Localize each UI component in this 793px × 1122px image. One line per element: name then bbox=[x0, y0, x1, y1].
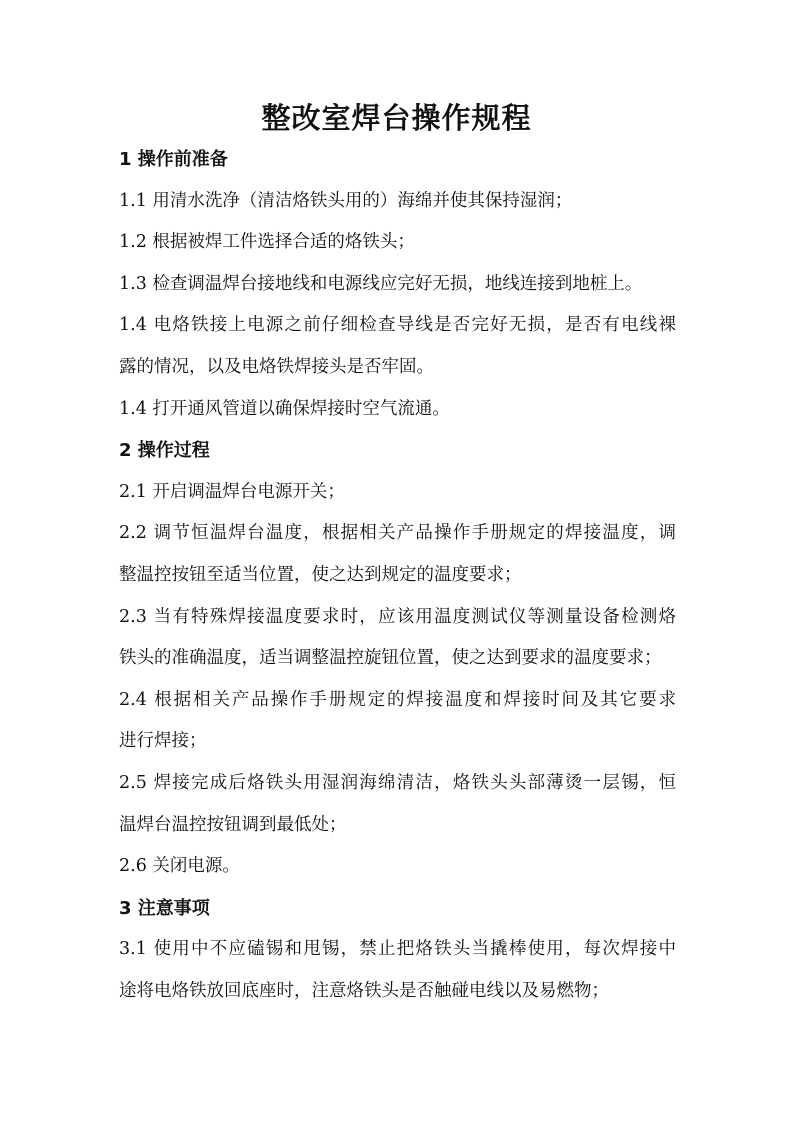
paragraph-line: 2.4 根据相关产品操作手册规定的焊接温度和焊接时间及其它要求 bbox=[119, 689, 676, 710]
paragraph-line: 1.2 根据被焊工件选择合适的烙铁头； bbox=[119, 232, 415, 253]
list-item bbox=[119, 513, 676, 596]
section-heading: 2 操作过程 bbox=[119, 440, 210, 462]
document-body bbox=[119, 139, 676, 1012]
document-title: 整改室焊台操作规程 bbox=[261, 101, 532, 135]
paragraph-line: 1.1 用清水洗净（清洁烙铁头用的）海绵并使其保持湿润； bbox=[119, 190, 573, 211]
list-item bbox=[119, 846, 676, 888]
list-item bbox=[119, 597, 676, 680]
section-heading: 1 操作前准备 bbox=[119, 149, 228, 170]
list-item bbox=[119, 305, 676, 388]
paragraph-line: 温焊台温控按钮调到最低处； bbox=[119, 814, 347, 835]
paragraph-line: 2.5 焊接完成后烙铁头用湿润海绵清洁，烙铁头头部薄烫一层锡，恒 bbox=[119, 772, 676, 793]
list-item bbox=[119, 222, 676, 264]
list-item bbox=[119, 472, 676, 514]
paragraph-line: 3.1 使用中不应磕锡和甩锡，禁止把烙铁头当撬棒使用，每次焊接中 bbox=[119, 939, 676, 960]
list-item bbox=[119, 680, 676, 763]
paragraph-line: 露的情况，以及电烙铁焊接头是否牢固。 bbox=[119, 356, 434, 377]
paragraph-line: 1.3 检查调温焊台接地线和电源线应完好无损，地线连接到地桩上。 bbox=[119, 273, 643, 294]
paragraph-line: 1.4 打开通风管道以确保焊接时空气流通。 bbox=[119, 398, 450, 419]
paragraph-line: 2.6 关闭电源。 bbox=[119, 856, 240, 877]
paragraph-line: 整温控按钮至适当位置，使之达到规定的温度要求； bbox=[119, 564, 522, 585]
paragraph-line: 2.2 调节恒温焊台温度，根据相关产品操作手册规定的焊接温度，调 bbox=[119, 523, 676, 544]
list-item bbox=[119, 389, 676, 431]
list-item bbox=[119, 264, 676, 306]
paragraph-line: 进行焊接； bbox=[119, 731, 207, 752]
paragraph-line: 2.3 当有特殊焊接温度要求时，应该用温度测试仪等测量设备检测烙 bbox=[119, 606, 676, 627]
list-item bbox=[119, 763, 676, 846]
paragraph-line: 2.1 开启调温焊台电源开关； bbox=[119, 481, 345, 502]
list-item bbox=[119, 181, 676, 223]
section-heading: 3 注意事项 bbox=[119, 897, 210, 919]
paragraph-line: 铁头的准确温度，适当调整温控旋钮位置，使之达到要求的温度要求； bbox=[119, 648, 662, 669]
paragraph-line: 途将电烙铁放回底座时，注意烙铁头是否触碰电线以及易燃物； bbox=[119, 980, 609, 1001]
list-item bbox=[119, 929, 676, 1012]
paragraph-line: 1.4 电烙铁接上电源之前仔细检查导线是否完好无损，是否有电线裸 bbox=[119, 315, 676, 336]
